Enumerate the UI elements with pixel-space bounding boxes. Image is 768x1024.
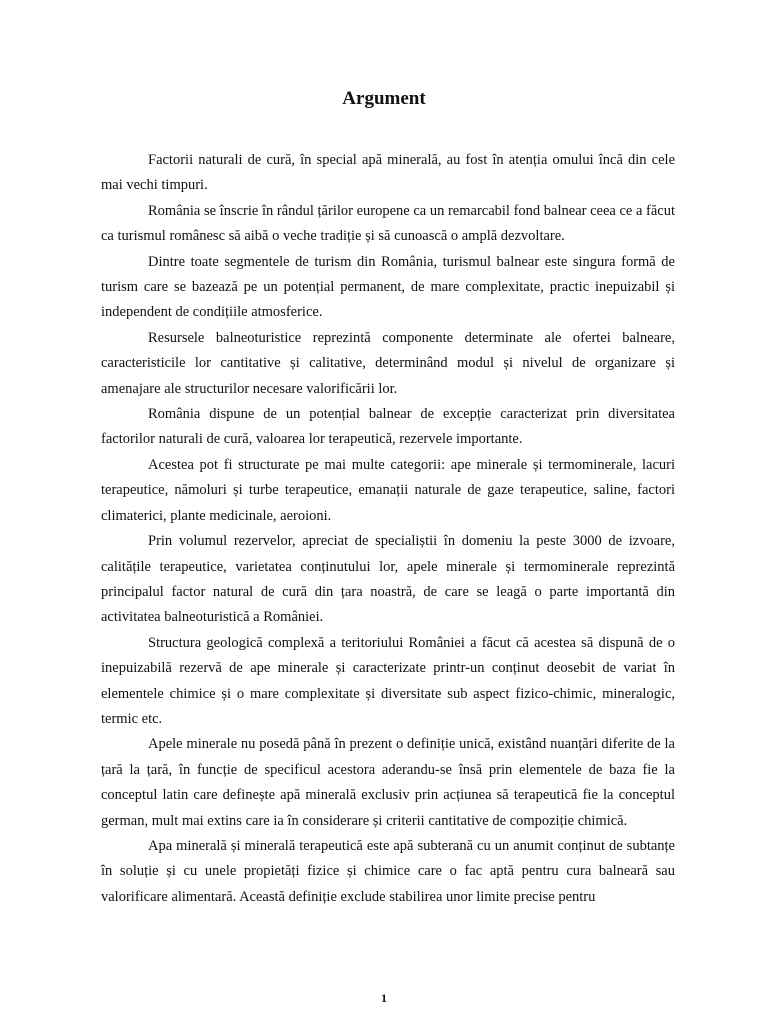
paragraph: Apele minerale nu posedă până în prezent o definiție unică, existând nuanțări diferite de la țară la țară, în funcție de specificul acestora aderandu-se însă prin elementele de baza fie la conceptul latin care definește apă minerală exclusiv prin acțiunea să terapeutică fie la conceptul german, mult mai extins care ia în considerare și criterii cantitative de compoziție chimică. bbox=[101, 736, 675, 829]
paragraph: Apa minerală și minerală terapeutică este apă subterană cu un anumit conținut de subtanțe în soluție și cu unele propietăți fizice și chimice care o fac aptă pentru cura balneară sau valorificare alimentară. Această definiție exclude stabilirea unor limite precise pentru bbox=[101, 837, 675, 905]
page-number: 1 bbox=[381, 991, 387, 1005]
paragraph: Factorii naturali de cură, în special apă minerală, au fost în atenția omului încă din cele mai vechi timpuri. bbox=[101, 152, 675, 194]
paragraph: Prin volumul rezervelor, apreciat de specialiștii în domeniu la peste 3000 de izvoare, calitățile terapeutice, varietatea conținutului lor, apele minerale și termominerale reprezintă principalul factor natural de cură din țara noastră, de care se leagă o parte importantă din activitatea balneoturistică a României. bbox=[101, 533, 675, 626]
paragraph: Resursele balneoturistice reprezintă componente determinate ale ofertei balneare, caracteristicile lor cantitative și calitative, determinând modul și nivelul de organizare și amenajare ale structurilor necesare valorificării lor. bbox=[101, 329, 675, 397]
page-title: Argument bbox=[342, 88, 426, 109]
document-body bbox=[101, 148, 675, 910]
paragraph: Acestea pot fi structurate pe mai multe categorii: ape minerale și termominerale, lacuri terapeutice, nămoluri și turbe terapeutice, emanații naturale de gaze terapeutice, saline, factori climaterici, plante medicinale, aeroioni. bbox=[101, 456, 675, 524]
paragraph: Dintre toate segmentele de turism din România, turismul balnear este singura formă de turism care se bazează pe un potențial permanent, de mare complexitate, practic inepuizabil și independent de condițiile atmosferice. bbox=[101, 253, 675, 321]
paragraph: Structura geologică complexă a teritoriului României a făcut că acestea să dispună de o inepuizabilă rezervă de ape minerale și caracterizate printr-un conținut deosebit de variat în elementele chimice și o mare complexitate și diversitate sub aspect fizico-chimic, mineralogic, termic etc. bbox=[101, 634, 675, 727]
paragraph: România se înscrie în rândul țărilor europene ca un remarcabil fond balnear ceea ce a făcut ca turismul românesc să aibă o veche tradiție și să cunoască o amplă dezvoltare. bbox=[101, 202, 675, 245]
paragraph: România dispune de un potențial balnear de excepție caracterizat prin diversitatea factorilor naturali de cură, valoarea lor terapeutică, rezervele importante. bbox=[101, 406, 675, 448]
